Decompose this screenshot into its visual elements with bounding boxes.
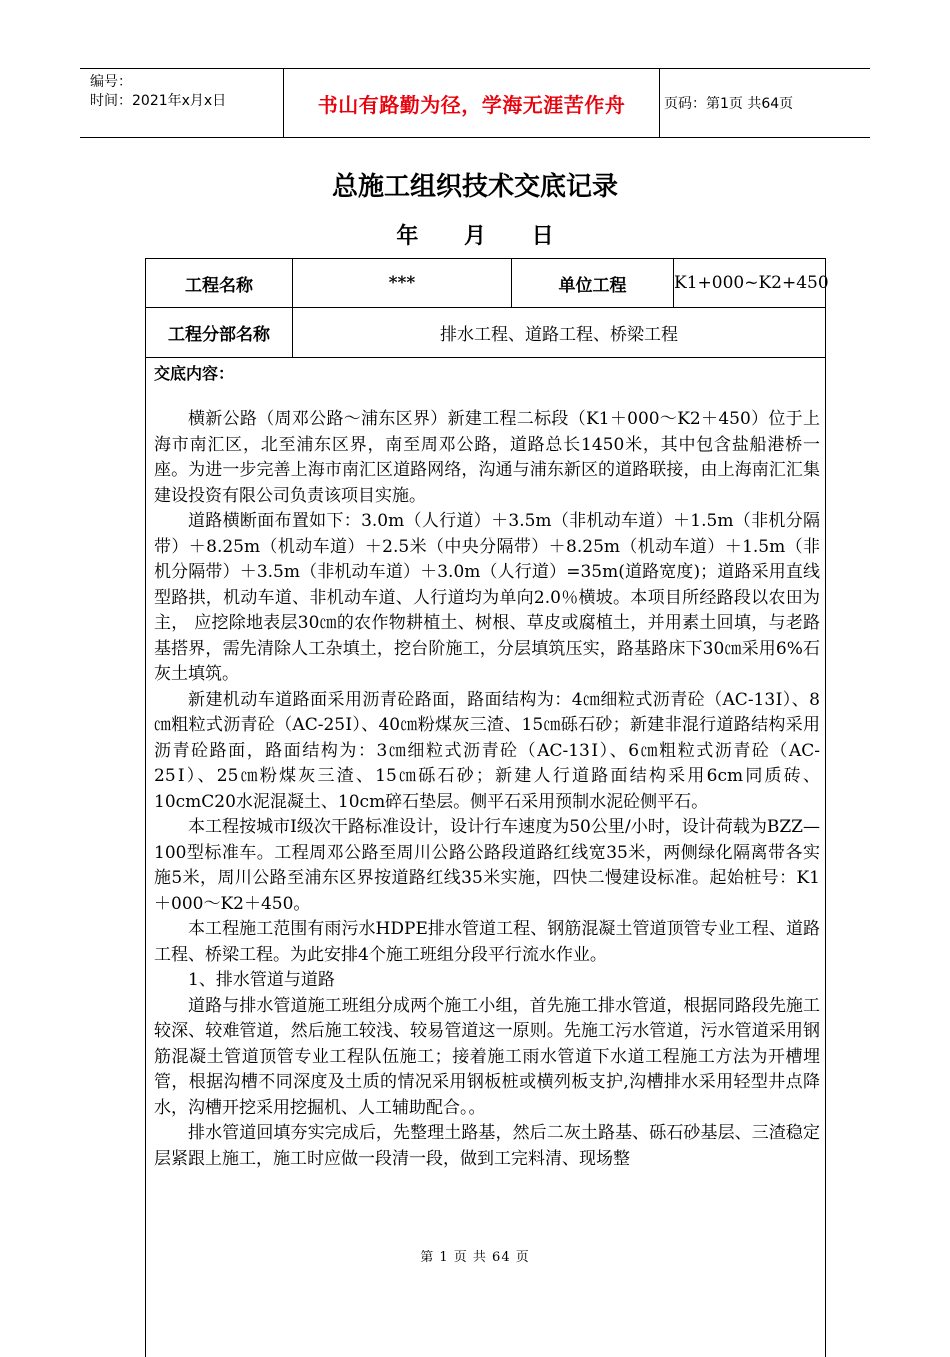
section-heading: 1、排水管道与道路: [188, 970, 335, 990]
project-name-label: 工程名称: [146, 259, 293, 308]
page-footer: 第 1 页 共 64 页: [420, 1250, 530, 1265]
number-label: 编号：: [90, 74, 132, 90]
paragraph: 本工程施工范围有雨污水HDPE排水管道工程、钢筋混凝土管道顶管专业工程、道路工程、桥梁工程。为此安排4个施工班组分段平行流水作业。: [154, 919, 820, 965]
page-header: [80, 68, 870, 138]
paragraph: 排水管道回填夯实完成后，先整理土路基，然后二灰土路基、砾石砂基层、三渣稳定层紧跟上施工，施工时应做一段清一段，做到工完料清、现场整: [154, 1123, 820, 1169]
content-section: [145, 357, 826, 1357]
unit-value: K1+000~K2+450: [674, 259, 826, 308]
division-value: 排水工程、道路工程、桥梁工程: [293, 308, 826, 358]
motto: 书山有路勤为径，学海无涯苦作舟: [283, 69, 660, 137]
content-body: [154, 407, 820, 1172]
paragraph: 道路横断面布置如下：3.0m（人行道）＋3.5m（非机动车道）＋1.5m（非机分隔带）＋8.25m（机动车道）＋2.5米（中央分隔带）＋8.25m（机动车道）＋1.5m（非机分隔带）＋3.5m（非机动车道）＋3.0m（人行道）=35m(道路宽度)；道路采用直线型路拱，机动车道、非机动车道、人行道均为单向2.0％横坡。本项目所经路段以农田为主， 应挖除地表层30㎝的农作物耕植土、树根、草皮或腐植土，并用素土回填，与老路基搭界，需先清除人工杂填土，挖台阶施工，分层填筑压实，路基路床下30㎝采用6%石灰土填筑。: [154, 511, 820, 684]
document-title: 总施工组织技术交底记录: [331, 172, 618, 202]
paragraph: 道路与排水管道施工班组分成两个施工小组，首先施工排水管道，根据同路段先施工较深、较难管道，然后施工较浅、较易管道这一原则。先施工污水管道，污水管道采用钢筋混凝土管道顶管专业工程队伍施工；接着施工雨水管道下水道工程施工方法为开槽埋管，根据沟槽不同深度及土质的情况采用钢板桩或横列板支护,沟槽排水采用轻型井点降水，沟槽开挖采用挖掘机、人工辅助配合。。: [154, 995, 820, 1118]
project-name-value: ***: [293, 259, 512, 308]
info-row-project: [146, 259, 826, 308]
date-line: 年 月 日: [396, 224, 554, 249]
page-info: 页码：第1页 共64页: [664, 96, 794, 112]
info-table: [145, 258, 829, 358]
info-row-division: [146, 308, 826, 358]
division-label: 工程分部名称: [146, 308, 293, 358]
unit-label: 单位工程: [512, 259, 674, 308]
paragraph: 本工程按城市Ⅰ级次干路标准设计，设计行车速度为50公里/小时，设计荷载为BZZ—100型标准车。工程周邓公路至周川公路公路段道路红线宽35米，两侧绿化隔离带各实施5米，周川公路至浦东区界按道路红线35米实施，四快二慢建设标准。起始桩号：K1＋000～K2＋450。: [154, 817, 820, 914]
content-label: 交底内容：: [154, 364, 235, 383]
paragraph: 横新公路（周邓公路～浦东区界）新建工程二标段（K1＋000～K2＋450）位于上海市南汇区，北至浦东区界，南至周邓公路，道路总长1450米，其中包含盐船港桥一座。为进一步完善上海市南汇区道路网络，沟通与浦东新区的道路联接，由上海南汇汇集建设投资有限公司负责该项目实施。: [154, 409, 820, 506]
paragraph: 新建机动车道路面采用沥青砼路面，路面结构为：4㎝细粒式沥青砼（AC-13Ⅰ）、8㎝粗粒式沥青砼（AC-25Ⅰ）、40㎝粉煤灰三渣、15㎝砾石砂；新建非混行道路结构采用沥青砼路面，路面结构为：3㎝细粒式沥青砼（AC-13Ⅰ）、6㎝粗粒式沥青砼（AC-25Ⅰ）、25㎝粉煤灰三渣、15㎝砾石砂；新建人行道路面结构采用6cm同质砖、10cmC20水泥混凝土、10cm碎石垫层。侧平石采用预制水泥砼侧平石。: [154, 689, 820, 812]
header-meta: [90, 73, 280, 111]
time-label: 时间：2021年x月x日: [90, 93, 227, 109]
